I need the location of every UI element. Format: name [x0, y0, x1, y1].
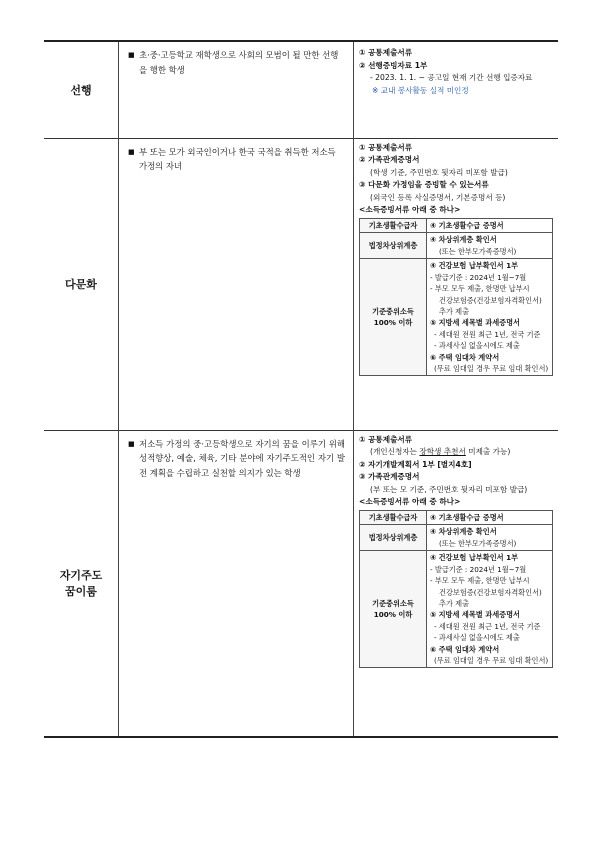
- category-label: 꿈이룸: [65, 585, 97, 599]
- condition-text: 부 또는 모가 외국인이거나 한국 국적을 취득한 저소득 가정의 자녀: [139, 146, 336, 171]
- income-label: 기준중위소득 100% 이하: [360, 259, 427, 376]
- income-doc: ④ 기초생활수급 증명서: [427, 219, 553, 233]
- category-cell: [44, 138, 119, 430]
- doc-item: ③ 다문화 가정임을 증빙할 수 있는서류: [359, 180, 489, 190]
- income-label: 법정차상위계층: [360, 525, 427, 551]
- income-proof-table: [359, 218, 553, 376]
- doc-subtext: - 2023. 1. 1. ~ 공고일 현재 기간 선행 입증자료: [370, 73, 533, 83]
- bullet-square-icon: ■: [128, 147, 135, 156]
- condition-cell: [119, 138, 354, 430]
- doc-item: ② 가족관계증명서: [359, 155, 420, 165]
- income-header: <소득증빙서류 아래 중 하나>: [359, 205, 461, 215]
- income-doc: ④ 건강보험 납부확인서 1부 - 발급기준 : 2024년 1월~7월 - 부모 모두 제출, 한명만 납부시 건강보험증(건강보험자격확인서) 추가 제출 ⑤ 지방세 세목별 과세증명서 - 세대원 전원 최근 1년, 전국 기준 - 과세사실 없을시에도 제출 ⑥ 주택 임대차 계약서 (무료 임대일 경우 무료 임대 확인서): [427, 259, 553, 376]
- scholarship-criteria-table: [44, 40, 557, 738]
- bullet-square-icon: ■: [128, 51, 135, 59]
- criteria-table: [44, 40, 558, 738]
- category-cell: [44, 41, 119, 138]
- table-row: [44, 430, 558, 737]
- category-label: 선행: [70, 83, 92, 97]
- income-doc: ④ 건강보험 납부확인서 1부 - 발급기준 : 2024년 1월~7월 - 부모 모두 제출, 한명만 납부시 건강보험증(건강보험자격확인서) 추가 제출 ⑤ 지방세 세목별 과세증명서 - 세대원 전원 최근 1년, 전국 기준 - 과세사실 없을시에도 제출 ⑥ 주택 임대차 계약서 (무료 임대일 경우 무료 임대 확인서): [427, 551, 553, 668]
- documents-cell: [354, 41, 559, 138]
- income-doc: ④ 차상위계층 확인서 (또는 한부모가족증명서): [427, 525, 553, 551]
- bullet-square-icon: ■: [128, 439, 135, 448]
- income-label: 기초생활수급자: [360, 219, 427, 233]
- doc-item: ① 공통제출서류: [359, 48, 413, 57]
- doc-note: ※ 교내 봉사활동 실적 미인정: [372, 85, 469, 95]
- doc-item: ② 선행증빙자료 1부: [359, 60, 428, 70]
- income-label: 기초생활수급자: [360, 511, 427, 525]
- documents-cell: [354, 138, 559, 430]
- doc-subtext: (외국인 등록 사실증명서, 기본증명서 등): [370, 192, 506, 202]
- table-row: [44, 138, 558, 430]
- doc-item: ① 공통제출서류: [359, 142, 413, 152]
- category-label: 자기주도: [59, 569, 103, 583]
- income-header: <소득증빙서류 아래 중 하나>: [359, 497, 461, 507]
- income-label: 기준중위소득 100% 이하: [360, 551, 427, 668]
- condition-cell: [119, 430, 354, 737]
- condition-text: 초·중·고등학교 재학생으로 사회의 모범이 될 만한 선행을 행한 학생: [139, 50, 339, 75]
- doc-subtext: (부 또는 모 기준, 주민번호 뒷자리 미포함 발급): [370, 484, 528, 494]
- income-label: 법정차상위계층: [360, 233, 427, 259]
- table-row: [44, 41, 558, 138]
- condition-cell: [119, 41, 354, 138]
- doc-subtext: (개인신청자는 장학생 추천서 미제출 가능): [370, 447, 511, 457]
- doc-item: ② 자기개발계획서 1부 [별지4호]: [359, 459, 472, 469]
- condition-text: 저소득 가정의 중·고등학생으로 자기의 꿈을 이루기 위해 성적향상, 예술, 체육, 기타 분야에 자기주도적인 자기 발전 계획을 수립하고 실천할 의지가 있는 학생: [139, 438, 345, 478]
- income-doc: ④ 기초생활수급 증명서: [427, 511, 553, 525]
- doc-subtext: (학생 기준, 주민번호 뒷자리 미포함 발급): [370, 167, 508, 177]
- doc-item: ③ 가족관계증명서: [359, 472, 420, 482]
- category-cell: [44, 430, 119, 737]
- documents-cell: [354, 430, 559, 737]
- doc-item: ① 공통제출서류: [359, 434, 413, 444]
- income-doc: ④ 차상위계층 확인서 (또는 한부모가족증명서): [427, 233, 553, 259]
- category-label: 다문화: [65, 278, 97, 291]
- income-proof-table: [359, 510, 553, 668]
